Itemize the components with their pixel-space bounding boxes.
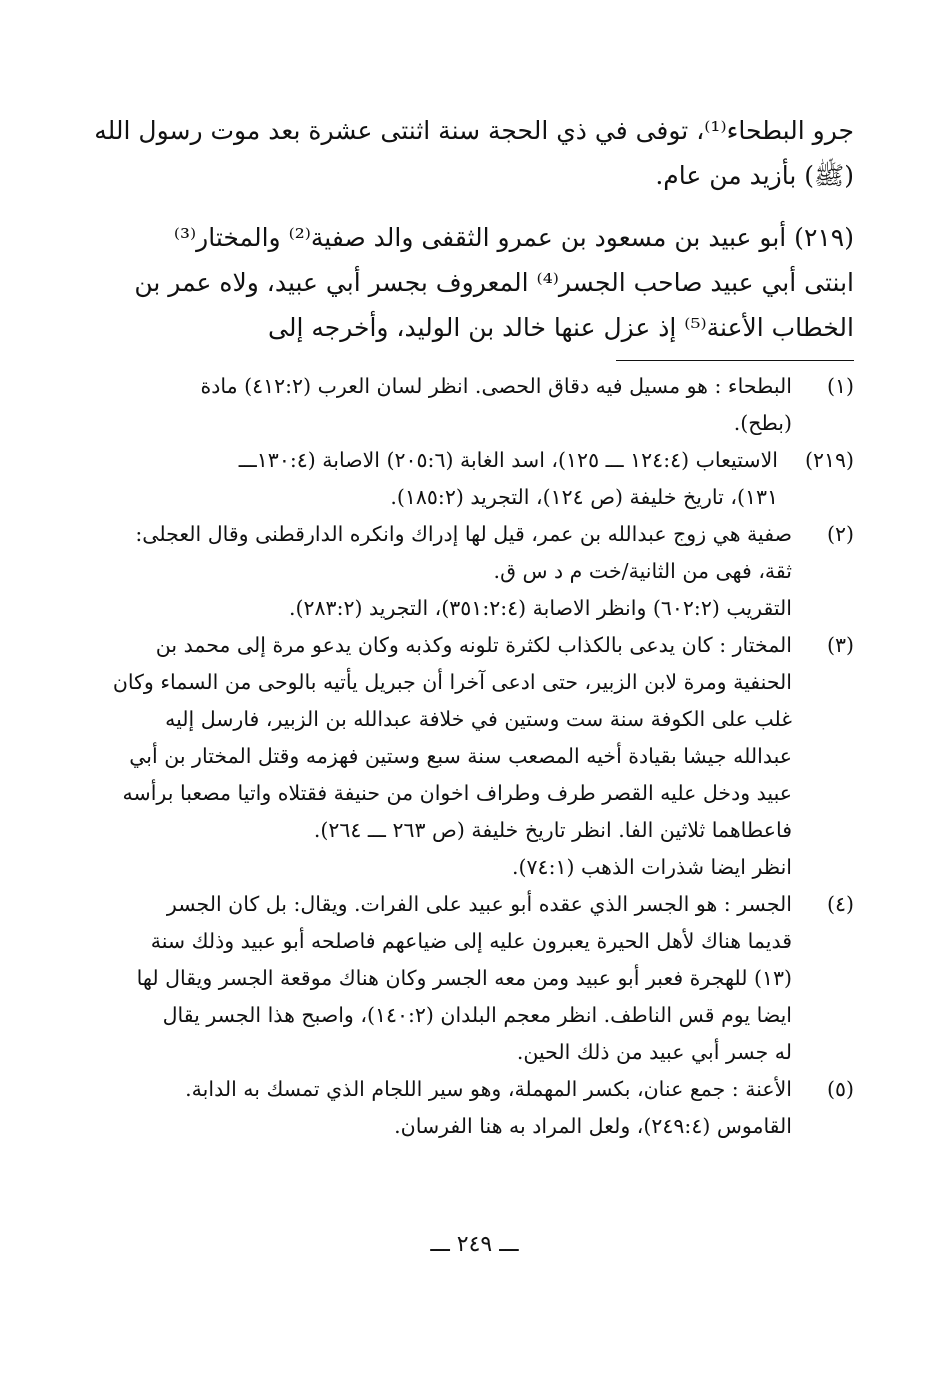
- footnote-number: (٢١٩): [804, 448, 854, 472]
- footnote-line: له جسر أبي عبيد من ذلك الحين.: [516, 1040, 792, 1064]
- footnote-body: [94, 627, 792, 886]
- main-line: جرو البطحاء⁽¹⁾، توفى في ذي الحجة سنة اثنتى عشرة بعد موت رسول الله: [94, 116, 854, 145]
- footnote-line: غلب على الكوفة سنة ست وستين في خلافة عبدالله بن الزبير، فارسل إليه: [165, 707, 792, 731]
- footnote-separator: [616, 360, 854, 361]
- footnotes: [94, 368, 854, 1145]
- footnote-line: (بطح).: [733, 411, 792, 435]
- footnote-2: [94, 516, 854, 627]
- footnote-line: التقريب (٦٠٢:٢) وانظر الاصابة (٣٥١:٢:٤)، التجريد (٢٨٣:٢).: [289, 596, 792, 620]
- footnote-line: الأعنة : جمع عنان، بكسر المهملة، وهو سير اللجام الذي تمسك به الدابة.: [185, 1077, 792, 1101]
- footnote-line: القاموس (٢٤٩:٤)، ولعل المراد به هنا الفرسان.: [394, 1114, 792, 1138]
- footnote-number: (٥): [826, 1077, 854, 1101]
- main-line: الخطاب الأعنة⁽⁵⁾ إذ عزل عنها خالد بن الوليد، وأخرجه إلى: [268, 313, 854, 342]
- footnote-body: [94, 368, 792, 442]
- footnote-body: [94, 516, 792, 627]
- main-line: ابنتى أبي عبيد صاحب الجسر⁽⁴⁾ المعروف بجسر أبي عبيد، ولاه عمر بن: [134, 268, 854, 297]
- page-number: ـــ ٢٤٩ ـــ: [430, 1232, 519, 1257]
- footnote-219: [94, 442, 854, 516]
- footnote-number: (٣): [826, 633, 854, 657]
- footnote-line: فاعطاهما ثلاثين الفا. انظر تاريخ خليفة (ص ٢٦٣ ـــ ٢٦٤).: [313, 818, 792, 842]
- main-paragraph-1: [94, 108, 854, 198]
- footnote-4: [94, 886, 854, 1071]
- footnote-number: (٢): [826, 522, 854, 546]
- footnote-line: ١٣١)، تاريخ خليفة (ص ١٢٤)، التجريد (١٨٥:٢).: [390, 485, 778, 509]
- footnote-line: الحنفية ومرة لابن الزبير، حتى ادعى آخرا أن جبريل يأتيه بالوحى من السماء وكان: [112, 670, 792, 694]
- footnote-body: [94, 886, 792, 1071]
- footnote-number: (٤): [826, 892, 854, 916]
- main-text: [94, 108, 854, 350]
- footnote-number: (١): [826, 374, 854, 398]
- footnote-line: عبدالله جيشا بقيادة أخيه المصعب سنة سبع وستين فهزمه وقتل المختار بن أبي: [129, 744, 792, 768]
- main-line: (ﷺ) بأزيد من عام.: [655, 161, 854, 190]
- footnote-3: [94, 627, 854, 886]
- footnote-line: (١٣) للهجرة فعبر أبو عبيد ومن معه الجسر وكان هناك موقعة الجسر ويقال لها: [136, 966, 792, 990]
- footnote-line: الجسر : هو الجسر الذي عقده أبو عبيد على الفرات. ويقال: بل كان الجسر: [166, 892, 792, 916]
- footnote-line: ايضا يوم قس الناطف. انظر معجم البلدان (١٤٠:٢)، واصبح هذا الجسر يقال: [162, 1003, 792, 1027]
- footnote-line: المختار : كان يدعى بالكذاب لكثرة تلونه وكذبه وكان يدعو مرة إلى محمد بن: [155, 633, 792, 657]
- main-paragraph-2: [94, 215, 854, 350]
- footnote-body: [94, 1071, 792, 1145]
- footnote-line: قديما هناك لأهل الحيرة يعبرون عليه إلى ضياعهم فاصلحه أبو عبيد وذلك سنة: [150, 929, 792, 953]
- footnote-line: عبيد ودخل عليه القصر طرف وطراف اخوان من حنيفة فقتلاه واتيا مصعبا برأسه: [122, 781, 792, 805]
- main-line: (٢١٩) أبو عبيد بن مسعود بن عمرو الثقفى والد صفية⁽²⁾ والمختار⁽³⁾: [173, 223, 854, 252]
- footnote-body: [94, 442, 778, 516]
- footnote-line: ثقة، فهى من الثانية/خت م د س ق.: [493, 559, 792, 583]
- footnote-line: صفية هي زوج عبدالله بن عمر، قيل لها إدراك وانكره الدارقطنى وقال العجلى:: [135, 522, 792, 546]
- footnote-line: انظر ايضا شذرات الذهب (٧٤:١).: [512, 855, 792, 879]
- footnote-line: البطحاء : هو مسيل فيه دقاق الحصى. انظر لسان العرب (٤١٢:٢) مادة: [200, 374, 792, 398]
- footnote-line: الاستيعاب (١٢٤:٤ ـــ ١٢٥)، اسد الغابة (٢٠٥:٦) الاصابة (١٣٠:٤ـــ: [238, 448, 778, 472]
- footnote-1: [94, 368, 854, 442]
- footnote-5: [94, 1071, 854, 1145]
